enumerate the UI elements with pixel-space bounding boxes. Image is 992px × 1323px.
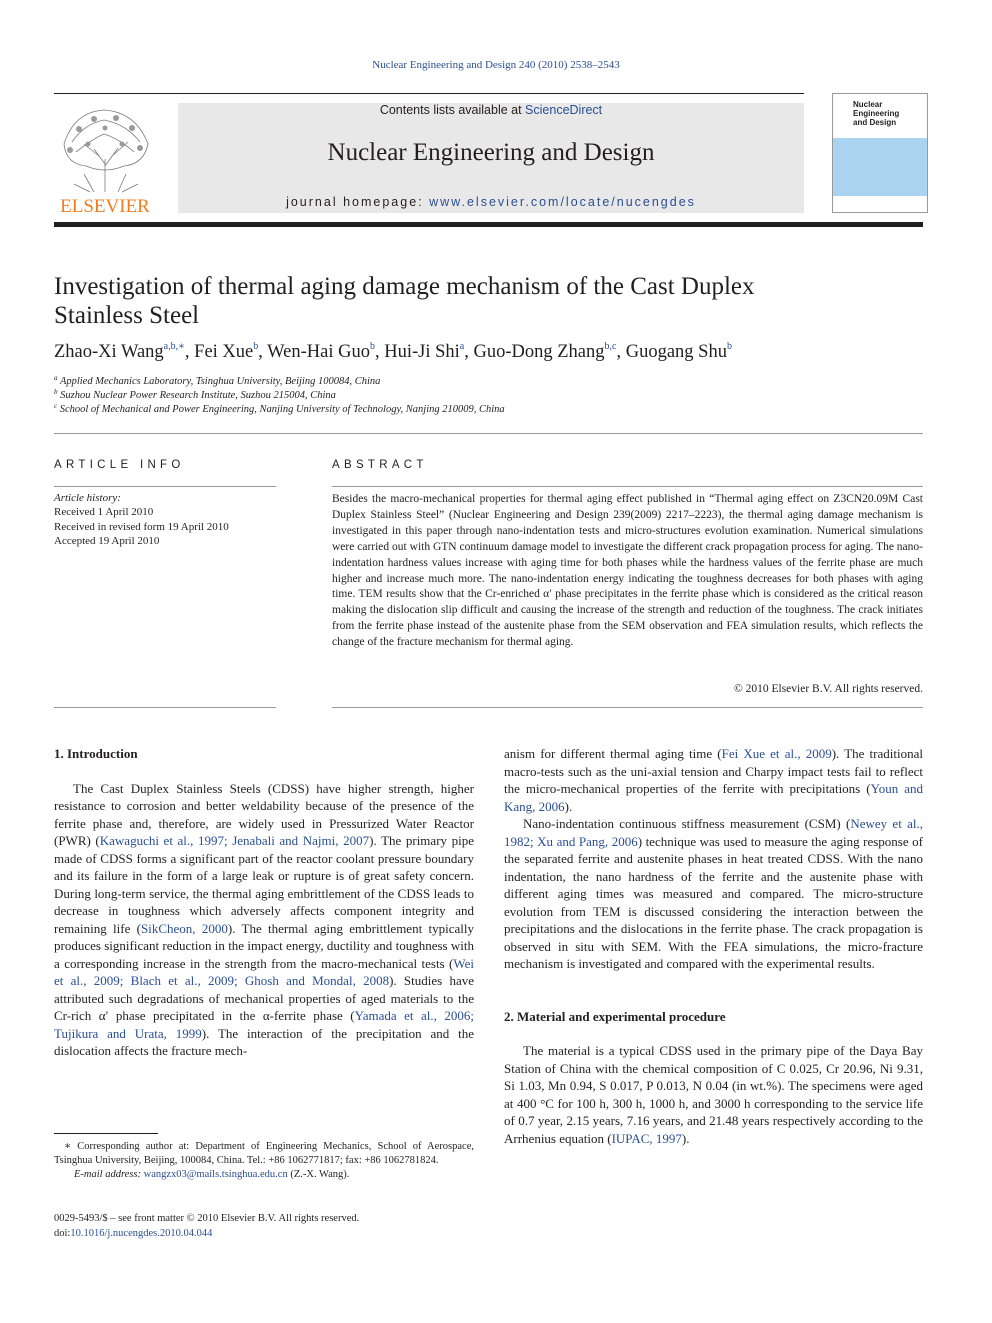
author-affiliation-marker[interactable]: b,c [604,341,617,352]
author-affiliation-marker[interactable]: b [726,341,732,352]
heading-spacer [54,763,474,780]
paragraph-text: ). The primary pipe made of CDSS forms a significant part of the reactor coolant pressure boundary and its failure in the form of a large leak or rupture is of great safety concern. During long-term service, the thermal aging embrittlement of the CDSS leads to decrease in toughness which adversely affects component integrity and remaining life ( [54,833,474,936]
cover-title [853,100,927,127]
author-affiliation-marker[interactable]: b [369,341,375,352]
author-name[interactable]: Zhao-Xi Wang [54,342,164,362]
footnote-rule [54,1133,158,1134]
received-date: Received 1 April 2010 [54,506,154,519]
author-name[interactable]: Wen-Hai Guo [267,342,370,362]
contents-prefix-text: Contents lists available at [379,103,526,117]
header-thick-rule [54,222,923,227]
journal-citation[interactable]: Nuclear Engineering and Design 240 (2010) 2538–2543 [372,59,620,71]
paragraph-text: The Cast Duplex Stainless Steels (CDSS) have higher strength, higher resistance to corrosion and better weldability because of the presence of the ferrite phase and, therefore, are widely used in Pressurized Water Reactor (PWR) ( [54,780,474,848]
author-name[interactable]: Fei Xue [194,342,254,362]
heading-spacer [504,1025,923,1042]
journal-homepage-line [178,195,804,209]
paragraph-text: ). The interaction of the precipitation and the dislocation affects the fracture mech- [54,1025,474,1058]
introduction-heading: 1. Introduction [54,746,138,761]
affiliation-item [54,403,505,417]
affiliation-list [54,375,505,417]
cover-image-panel [833,138,927,196]
section-spacer [504,973,923,1008]
article-info-bottom-rule [54,707,276,708]
citation-link[interactable]: Fei Xue et al., 2009 [721,746,832,761]
citation-link[interactable]: Wei et al., 2009; Blach et al., 2009; Ghosh and Mondal, 2008 [54,955,474,988]
article-title [54,272,914,330]
left-column [54,745,474,1060]
issn-line: 0029-5493/$ – see front matter © 2010 Elsevier B.V. All rights reserved. [54,1213,360,1224]
article-info-heading: ARTICLE INFO [54,459,185,471]
journal-title[interactable]: Nuclear Engineering and Design [327,139,655,166]
citation-link[interactable]: Yamada et al., 2006; Tujikura and Urata, 1999 [54,1008,474,1041]
author-name[interactable]: Hui-Ji Shi [384,342,460,362]
cover-bottom-panel [833,196,927,212]
author-list: Zhao-Xi Wang$^{a,b,∗}$, Fei Xue$^b$, Wen-Hai Guo$^b$, Hui-Ji Shi$^a$, Guo-Dong Zhang$^{b,c}$, Guogang Shu$^b$ [54,341,732,362]
journal-cover-thumbnail[interactable] [832,93,928,213]
paragraph-text: ). The traditional macro-tests such as the uni-axial tension and Charpy impact tests fail to reflect the micro-mechanical properties of the ferrite with precipitations ( [504,746,923,796]
paragraph-text: ). [564,798,573,814]
affiliation-rule [54,433,923,434]
author-name[interactable]: Guogang Shu [625,342,727,362]
article-title-line1: Investigation of thermal aging damage mechanism of the Cast Duplex [54,273,755,300]
introduction-paragraph-cont [504,745,923,815]
homepage-link[interactable]: www.elsevier.com/locate/nucengdes [429,195,696,209]
abstract-text: Besides the macro-mechanical properties for thermal aging effect published in “Thermal aging effect on Z3CN20.09M Cast Duplex Stainless Steel” (Nuclear Engineering and Design 239(2009) 2217–2223), the thermal aging damage mechanism is investigated in this paper through nano-indentation tests and micro-structures evolution examination. Numerical simulations were carried out with GTN continuum damage model to investigate the different crack propagation process for aging. The nano-indentation hardness values increase with aging time for both phases while the hardness values of the ferrite phase are much higher and increase much more. The nano-indentation energy indicating the toughness decreases for both phases with aging time. TEM results show that the Cr-enriched α′ phase precipitates in the ferrite phase which is considered as the critical reason making the dislocation slip difficult and causing the increase of the strength and reduction of the toughness. The crack initiates from the ferrite phase instead of the austenite phase from the SEM observation and FEA simulation results, which reflects the change of the fracture mechanism for thermal aging. [332,493,923,649]
article-history [54,491,229,548]
author-affiliation-marker[interactable]: a [459,341,465,352]
elsevier-logo[interactable] [54,104,156,216]
svg-text:ELSEVIER: ELSEVIER [60,196,150,216]
citation-link[interactable]: SikCheon, 2000 [141,920,228,936]
affiliation-text: Suzhou Nuclear Power Research Institute, Suzhou 215004, China [60,390,336,401]
affiliation-marker: b [54,388,58,396]
email-link[interactable]: wangzx03@mails.tsinghua.edu.cn [143,1169,288,1180]
paragraph-text: anism for different thermal aging time ( [504,746,722,761]
cover-title-line2: and Design [853,118,897,127]
paragraph-text: ). The thermal aging embrittlement typically produces significant reduction in the impact energy, ductility and toughness with a corresponding increase in the strength from the macro-mechanical tests ( [54,920,474,971]
contents-available-line [178,103,804,117]
abstract-bottom-rule [332,707,923,708]
paragraph-text: The material is a typical CDSS used in the primary pipe of the Daya Bay Station of China with the chemical composition of C 0.025, Cr 20.96, Ni 9.31, Si 1.03, Mn 0.94, S 0.017, P 0.013, N 0.04 (in wt.%). The specimens were aged at 400 °C for 100 h, 300 h, 1000 h, and 3000 h corresponding to the service life of 0.7 year, 2.15 years, 7.16 years, and 21.48 years respectively according to the Arrhenius equation ( [504,1043,923,1146]
revised-date: Received in revised form 19 April 2010 [54,520,229,533]
header-top-rule [54,93,804,94]
introduction-paragraph [54,780,474,1060]
material-heading: 2. Material and experimental procedure [504,1008,726,1024]
footnote-text: ∗ Corresponding author at: Department of Engineering Mechanics, School of Aerospace, Tsinghua University, Beijing, 100084, China. Tel.: +86 1062771817; fax: +86 1062781824. [54,1141,474,1166]
citation-link[interactable]: IUPAC, 1997 [611,1130,682,1146]
citation-link[interactable]: Youn and Kang, 2006 [504,781,923,814]
affiliation-text: Applied Mechanics Laboratory, Tsinghua University, Beijing 100084, China [59,376,381,387]
doi-link[interactable]: 10.1016/j.nucengdes.2010.04.044 [70,1227,213,1239]
author-name[interactable]: Guo-Dong Zhang [473,342,605,362]
right-column [504,745,923,1147]
article-info-rule [54,486,276,487]
paragraph-text: ) technique was used to measure the aging response of the separated ferrite and austenite phases in heat treated CDSS. With the nano indentation, the nano hardness of the ferrite and the austenite phase with different aging times was measured and compared. The micro-structure evolution from TEM is discussed considering the interaction between the precipitations and the dislocations in the ferrite phase. The crack propagation is observed in situ with SEM. With the FEA simulations, the micro-fracture mechanism is investigated and compared with the experimental results. [504,833,923,971]
email-suffix: (Z.-X. Wang). [287,1169,350,1180]
affiliation-marker: a [54,374,58,382]
affiliation-text: School of Mechanical and Power Engineering, Nanjing University of Technology, Nanjing 210009, China [59,404,505,415]
paragraph-text: Nano-indentation continuous stiffness measurement (CSM) ( [523,816,851,831]
citation-link[interactable]: Kawaguchi et al., 1997; Jenabali and Najmi, 2007 [99,833,370,848]
affiliation-marker: c [54,402,58,410]
introduction-paragraph [504,815,923,973]
paragraph-text: ). [681,1130,690,1146]
corresponding-author-footnote [54,1140,474,1182]
history-label: Article history: [54,492,121,504]
abstract-heading: ABSTRACT [332,459,428,471]
abstract-rule [332,486,923,487]
paragraph-text: ). Studies have attributed such degradations of mechanical properties of aged materials to the Cr-rich α′ phase precipitated in the α-ferrite phase ( [54,973,474,1023]
abstract-copyright: © 2010 Elsevier B.V. All rights reserved. [734,683,923,695]
affiliation-item [54,389,505,403]
author-affiliation-marker[interactable]: b [253,341,259,352]
homepage-prefix-text: journal homepage: [286,195,430,209]
article-title-line2: Stainless Steel [54,302,200,329]
accepted-date: Accepted 19 April 2010 [54,534,160,547]
doi-prefix: doi: [54,1227,71,1239]
sciencedirect-link[interactable]: ScienceDirect [525,103,603,117]
elsevier-tree-icon [54,104,156,216]
cover-title-line1: Nuclear Engineering [853,100,900,118]
citation-link[interactable]: Newey et al., 1982; Xu and Pang, 2006 [504,816,923,849]
email-label: E-mail address: [74,1169,144,1180]
affiliation-item [54,375,505,389]
material-paragraph [504,1042,923,1147]
bottom-publication-info [54,1212,359,1241]
author-affiliation-marker[interactable]: a,b,∗ [163,341,185,352]
